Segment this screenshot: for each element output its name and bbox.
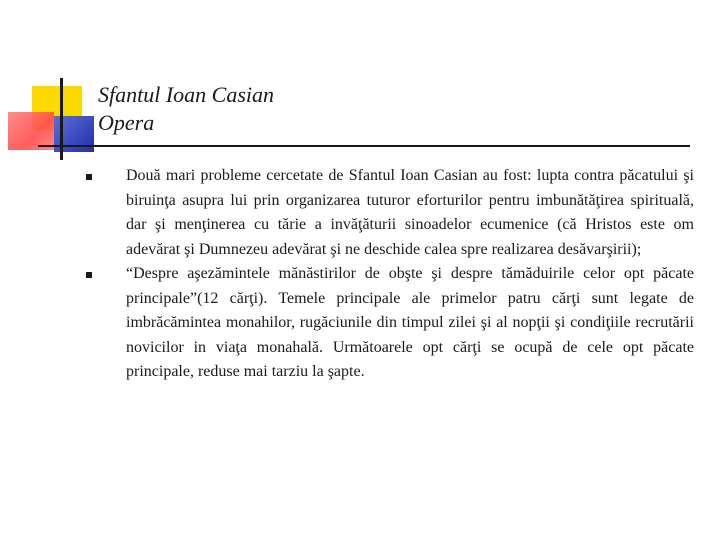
slide-content	[86, 164, 694, 385]
title-line-2: Opera	[98, 110, 155, 135]
bullet-text: “Despre aşezămintele mănăstirilor de obşte şi despre tămăduirile celor opt păcate principale”(12 cărţi). Temele principale ale primelor patru cărţi sunt legate de imbrăcămintea monahilor, rugăciunile din timpul zilei şi al nopţii şi condiţiile recrutării novicilor in viaţa monahală. Următoarele opt cărţi se ocupă de cele opt păcate principale, reduse mai tarziu la şapte.	[126, 265, 694, 380]
bullet-item	[86, 262, 694, 385]
bullet-text: Două mari probleme cercetate de Sfantul Ioan Casian au fost: lupta contra păcatului şi biruinţa asupra lui prin organizarea tuturor eforturilor pentru imbunătăţirea spirituală, dar şi menţinerea cu tărie a invăţăturii sinoadelor ecumenice (că Hristos este om adevărat şi Dumnezeu adevărat şi ne deschide calea spre realizarea desăvarşirii);	[126, 167, 694, 258]
bullet-item	[86, 164, 694, 262]
title-underline	[38, 145, 690, 147]
square-bullet-icon	[86, 262, 126, 286]
slide-title	[98, 81, 274, 137]
decorative-vertical-line	[60, 78, 63, 160]
title-line-1: Sfantul Ioan Casian	[98, 82, 275, 107]
square-bullet-icon	[86, 164, 126, 188]
